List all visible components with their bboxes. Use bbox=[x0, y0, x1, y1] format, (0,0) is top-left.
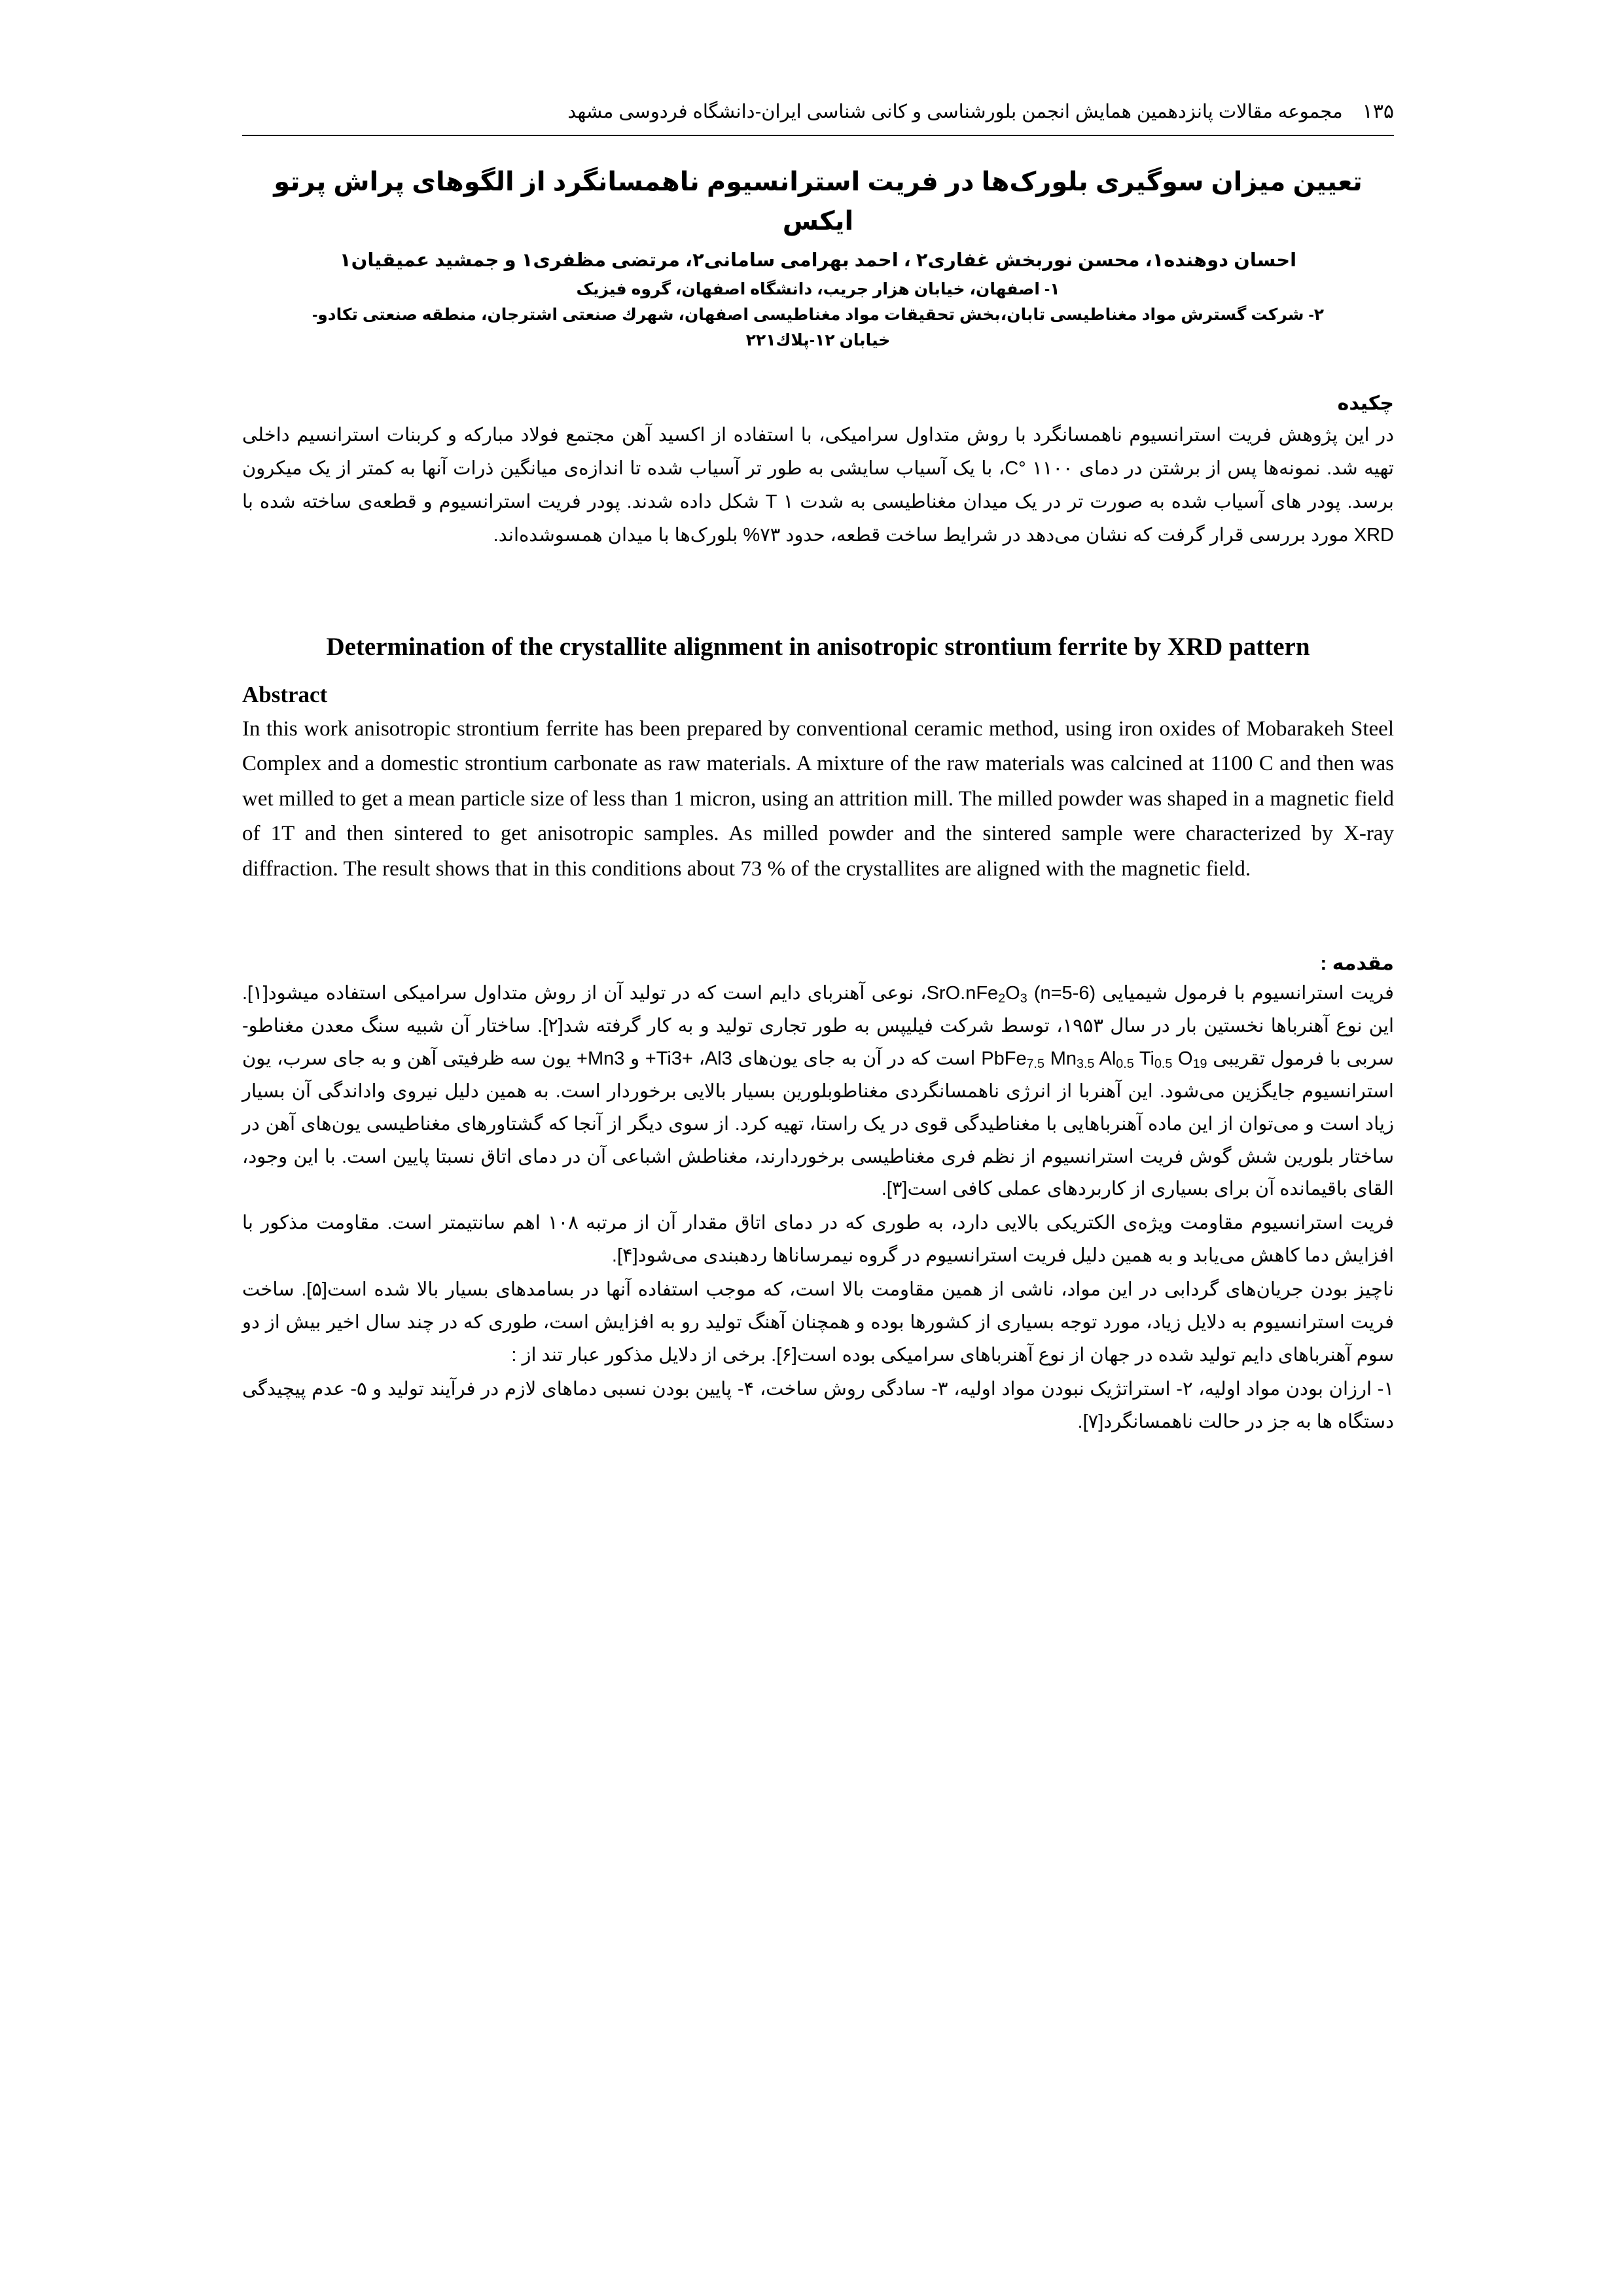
introduction-paragraph-1 bbox=[242, 978, 1394, 1206]
header-divider bbox=[242, 135, 1394, 136]
intro-p1-part-b: ، نوعی آهنربای دایم است که در تولید آن از روش متداول سرامیکی استفاده میشود[۱]. این نوع آهنرباها نخستین بار در سال ۱۹۵۳، توسط شرکت فیلیپس به طور تجاری تولید و به کار گرفته شد[۲]. ساختار آن شبیه سنگ معدن مغناطو- سربی با فرمول تقریبی bbox=[242, 983, 1394, 1069]
introduction-heading: مقدمه : bbox=[1320, 953, 1394, 975]
abstract-heading-en: Abstract bbox=[242, 681, 328, 707]
intro-p1-part-c: است که در آن به جای یون‌های Ti3+ ،Al3+ و Mn3+ یون سه ظرفیتی آهن و به جای سرب، یون استرانسیوم جایگزین می‌شود. این آهنربا از انرژی ناهمسانگردی مغناطوبلورین بسیار بالایی برخوردار است. به همین دلیل نیروی واداندگی آن بسیار زیاد است و می‌توان از این ماده آهنرباهایی با مغناطیدگی قوی در یک راستا، تهیه کرد. از سوی دیگر از آنجا که گشتاورهای مغناطیسی یون‌های آهن در ساختار بلورین شش گوش فریت استرانسیوم از نظم فری مغناطیسی برخوردارند، مغناطش اشباعی آن در دمای اتاق نسبتا پایین است. با این وجود، القای باقیمانده آن برای بسیاری از کاربردهای عملی کافی است[۳]. bbox=[242, 1048, 1394, 1200]
abstract-body-en: In this work anisotropic strontium ferrite has been prepared by conventional ceramic method, using iron oxides of Mobarakeh Steel Complex and a domestic strontium carbonate as raw materials. A mixture of the raw materials was calcined at 1100 C and then was wet milled to get a mean particle size of less than 1 micron, using an attrition mill. The milled powder was shaped in a magnetic field of 1T and then sintered to get anisotropic samples. As milled powder and the sintered sample were characterized by X-ray diffraction. The result shows that in this conditions about 73 % of the crystallites are aligned with the magnetic field. bbox=[242, 716, 1394, 881]
page-number: ۱۳۵ bbox=[1362, 101, 1394, 122]
introduction-paragraph-3: ناچیز بودن جریان‌های گردابی در این مواد، ناشی از همین مقاومت بالا است، که موجب استفاده آنها در بسامدهای بسیار بالا شده است[۵]. ساخت فریت استرانسیوم به دلایل زیاد، مورد توجه بسیاری از کشورها بوده و همچنان آهنگ تولید رو به افزایش است، طوری که در چند سال اخیر بیش از دو سوم آهنرباهای دایم تولید شده در جهان از نوع آهنرباهای سرامیکی بوده است[۶]. برخی از دلایل مذکور عبار تند از : bbox=[242, 1279, 1394, 1366]
formula-pbfe: PbFe$_{7.5}$ $Mn_{3.5}$ $Al_{0.5}$ $Ti_{0.5}$ $O_{19}$ bbox=[981, 1048, 1207, 1071]
intro-p1-part-a: فریت استرانسیوم با فرمول شیمیایی bbox=[1096, 983, 1394, 1004]
abstract-heading-fa: چکیده bbox=[1337, 393, 1394, 415]
running-header bbox=[242, 98, 1394, 126]
affiliation-2: ۲- شرکت گسترش مواد مغناطیسی تابان،بخش تحقیقات مواد مغناطیسی اصفهان، شهرك صنعتی اشترجان، منطقه صنعتی تكادو- bbox=[312, 305, 1325, 324]
introduction-paragraph-2: فریت استرانسیوم مقاومت ویژه‌ی الکتریکی بالایی دارد، به طوری که در دمای اتاق مقدار آن از مرتبه ۱۰۸ اهم سانتیمتر است. مقاومت مذکور با افزایش دما کاهش می‌یابد و به همین دلیل فریت استرانسیوم در گروه نیمرساناها ردهبندی می‌شود[۴]. bbox=[242, 1212, 1395, 1267]
affiliation-1: ۱- اصفهان، خیابان هزار جریب، دانشگاه اصفهان، گروه فیزیک bbox=[576, 280, 1060, 298]
authors-fa: احسان دوهنده۱، محسن نوربخش غفاری۲ ، احمد بهرامی سامانی۲، مرتضی مظفری۱ و جمشید عمیقیان۱ bbox=[339, 250, 1297, 271]
affiliation-2-cont: خیابان ۱۲-پلاك۲۲۱ bbox=[745, 330, 891, 349]
paper-title-fa: تعیین میزان سوگیری بلورک‌ها در فریت استرانسیوم ناهمسانگرد از الگوهای پراش پرتو ایکس bbox=[274, 168, 1363, 236]
abstract-body-fa: در این پژوهش فریت استرانسیوم ناهمسانگرد با روش متداول سرامیکی، با استفاده از اکسید آهن مجتمع فولاد مبارکه و کربنات استرانسیم داخلی تهیه شد. نمونه‌ها پس از برشتن در دمای C° ۱۱۰۰، با یک آسیاب سایشی به طور تر آسیاب شده تا اندازه‌ی میانگین ذرات آنها به کمتر از یک میکرون برسد. پودر های آسیاب شده به صورت تر در یک میدان مغناطیسی به شدت T ۱ شکل داده شدند. پودر فریت استرانسیوم و قطعه‌ی ساخته شده با XRD مورد بررسی قرار گرفت که نشان می‌دهد در شرایط ساخت قطعه، حدود ۷۳% بلورک‌ها با میدان همسوشده‌اند. bbox=[242, 425, 1394, 546]
running-title: مجموعه مقالات پانزدهمین همایش انجمن بلورشناسی و کانی شناسی ایران-دانشگاه فردوسی مشهد bbox=[567, 101, 1343, 122]
page-content bbox=[242, 98, 1394, 1439]
introduction-paragraph-4: ۱- ارزان بودن مواد اولیه، ۲- استراتژیک نبودن مواد اولیه، ۳- سادگی روش ساخت، ۴- پایین بودن نسبی دماهای لازم در فرآیند تولید و ۵- عدم پیچیدگی دستگاه ها به جز در حالت ناهمسانگرد[۷]. bbox=[242, 1378, 1395, 1432]
formula-sr-ferrite: $SrO.nFe_2O_3$ (n=5-6) bbox=[926, 983, 1096, 1006]
english-block bbox=[242, 630, 1394, 887]
paper-title-en: Determination of the crystallite alignment in anisotropic strontium ferrite by XRD pattern bbox=[326, 633, 1310, 662]
